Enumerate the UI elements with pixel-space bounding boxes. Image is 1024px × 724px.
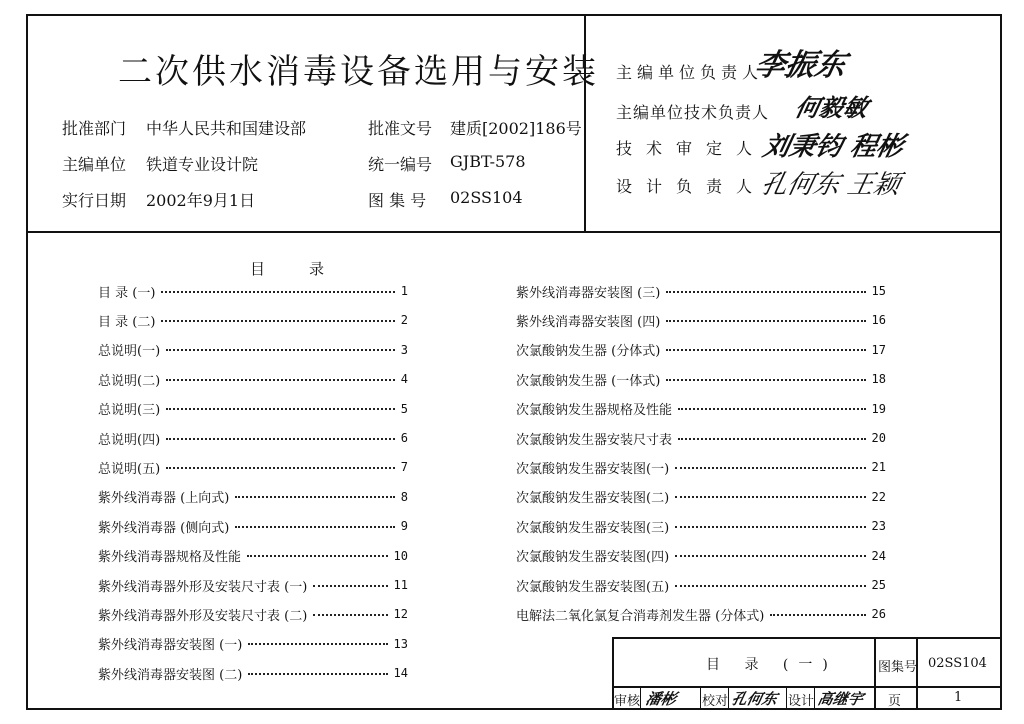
toc-item-label: 次氯酸钠发生器安装图(五) — [516, 579, 670, 595]
toc-dot-leader — [235, 525, 394, 528]
toc-item-label: 次氯酸钠发生器安装图(一) — [516, 461, 670, 477]
toc-item-page: 7 — [400, 460, 408, 475]
toc-item-label: 紫外线消毒器安装图 (三) — [516, 285, 661, 301]
titleblock-review-signature: 潘彬 — [643, 690, 678, 708]
toc-item-page: 8 — [400, 489, 408, 504]
toc-item-label: 目 录 (一) — [98, 285, 156, 301]
chief-tech-leader-signature: 何毅敏 — [792, 94, 871, 122]
toc-item-label: 次氯酸钠发生器规格及性能 — [516, 403, 673, 419]
titleblock-page-value: 1 — [954, 690, 963, 705]
toc-dot-leader — [675, 584, 865, 587]
chief-tech-leader-label: 主编单位技术负责人 — [616, 103, 770, 122]
toc-item-label: 紫外线消毒器安装图 (二) — [98, 667, 243, 683]
titleblock-design-signature: 高继宇 — [815, 690, 865, 708]
toc-item-label: 总说明(五) — [98, 461, 161, 477]
toc-item-label: 紫外线消毒器规格及性能 — [98, 550, 242, 566]
atlas-value: 02SS104 — [450, 188, 523, 207]
toc-dot-leader — [247, 554, 388, 557]
titleblock-sheet-title: 目 录 (一) — [706, 657, 838, 673]
toc-item-page: 18 — [871, 372, 886, 387]
toc-item-label: 次氯酸钠发生器 (一体式) — [516, 373, 661, 389]
titleblock-page-label: 页 — [888, 694, 902, 709]
toc-item-page: 9 — [400, 519, 408, 534]
toc-item-label: 紫外线消毒器 (上向式) — [98, 491, 230, 507]
titleblock-atlas-label: 图集号 — [878, 660, 918, 675]
toc-item — [98, 456, 408, 478]
toc-item — [516, 427, 886, 449]
atlas-label: 图 集 号 — [368, 191, 427, 210]
titleblock-check-label: 校对 — [702, 694, 729, 709]
toc-dot-leader — [248, 642, 387, 645]
toc-item-page: 3 — [400, 342, 408, 357]
toc-dot-leader — [248, 672, 387, 675]
titleblock-top-line — [612, 637, 1002, 639]
toc-dot-leader — [166, 466, 395, 469]
approval-label: 批准文号 — [368, 119, 433, 138]
titleblock-sep-6 — [786, 686, 787, 710]
toc-item-page: 10 — [393, 548, 408, 563]
toc-dot-leader — [235, 495, 394, 498]
toc-item-label: 次氯酸钠发生器安装图(二) — [516, 491, 670, 507]
toc-dot-leader — [675, 525, 865, 528]
toc-item-label: 紫外线消毒器安装图 (四) — [516, 314, 661, 330]
document-title: 二次供水消毒设备选用与安装 — [118, 52, 599, 92]
toc-item-label: 目 录 (二) — [98, 314, 156, 330]
dept-value: 中华人民共和国建设部 — [146, 119, 307, 138]
toc-item-page: 21 — [871, 460, 886, 475]
date-value: 2002年9月1日 — [146, 191, 256, 210]
toc-item — [516, 368, 886, 390]
toc-item — [98, 368, 408, 390]
toc-item — [516, 398, 886, 420]
toc-item-page: 22 — [871, 489, 886, 504]
serial-value: GJBT-578 — [450, 152, 526, 171]
toc-item — [98, 603, 408, 625]
toc-item — [516, 309, 886, 331]
toc-item-label: 紫外线消毒器安装图 (一) — [98, 638, 243, 654]
toc-item — [98, 633, 408, 655]
titleblock-sep-7 — [814, 686, 815, 710]
toc-item — [98, 398, 408, 420]
toc-item-label: 次氯酸钠发生器安装图(三) — [516, 520, 670, 536]
toc-item-label: 次氯酸钠发生器 (分体式) — [516, 344, 661, 360]
toc-item — [516, 339, 886, 361]
unit-value: 铁道专业设计院 — [146, 155, 259, 174]
toc-item-page: 25 — [871, 578, 886, 592]
toc-item — [98, 545, 408, 567]
toc-item-label: 次氯酸钠发生器安装图(四) — [516, 550, 670, 566]
toc-item-label: 紫外线消毒器 (侧向式) — [98, 520, 230, 536]
toc-item — [98, 309, 408, 331]
toc-dot-leader — [313, 613, 387, 616]
titleblock-sep-3 — [640, 686, 641, 710]
toc-item — [98, 339, 408, 361]
toc-item-page: 26 — [871, 607, 886, 622]
design-leader-label: 设计负责人 — [616, 177, 767, 196]
toc-item-label: 总说明(二) — [98, 373, 161, 389]
toc-dot-leader — [166, 348, 395, 351]
toc-dot-leader — [666, 378, 865, 381]
dept-label: 批准部门 — [62, 119, 127, 138]
toc-dot-leader — [666, 290, 865, 293]
toc-item-page: 12 — [393, 607, 408, 622]
chief-unit-leader-label: 主编单位负责人 — [616, 63, 764, 82]
toc-dot-leader — [675, 495, 865, 498]
toc-dot-leader — [166, 378, 395, 381]
unit-label: 主编单位 — [62, 155, 127, 174]
toc-dot-leader — [678, 437, 866, 440]
toc-item-page: 1 — [400, 284, 408, 298]
toc-item-page: 11 — [393, 578, 408, 592]
toc-dot-leader — [675, 554, 865, 557]
toc-item-label: 总说明(一) — [98, 344, 161, 360]
tech-reviewer-signature: 刘秉钧 程彬 — [760, 132, 906, 162]
toc-item-page: 20 — [871, 431, 886, 445]
toc-item-page: 15 — [871, 284, 886, 298]
header-divider — [26, 231, 1002, 233]
titleblock-review-label: 审核 — [614, 694, 641, 709]
toc-item-page: 19 — [871, 401, 886, 416]
toc-item-page: 17 — [871, 342, 886, 357]
toc-item — [98, 280, 408, 302]
toc-item-page: 4 — [400, 372, 408, 387]
design-leader-signature: 孔何东 王颖 — [758, 170, 903, 200]
approval-value: 建质[2002]186号 — [450, 119, 582, 138]
toc-item-page: 13 — [393, 636, 408, 651]
titleblock-design-label: 设计 — [788, 694, 815, 709]
toc-item — [516, 486, 886, 508]
toc-dot-leader — [675, 466, 865, 469]
toc-dot-leader — [161, 319, 394, 322]
toc-item — [98, 662, 408, 684]
toc-item-page: 23 — [871, 519, 886, 534]
toc-item-label: 总说明(四) — [98, 432, 161, 448]
toc-item-label: 电解法二氧化氯复合消毒剂发生器 (分体式) — [516, 608, 765, 624]
serial-label: 统一编号 — [368, 155, 433, 174]
toc-item — [98, 427, 408, 449]
toc-item-page: 14 — [393, 666, 408, 681]
toc-title: 目录 — [250, 260, 369, 278]
toc-item-label: 紫外线消毒器外形及安装尺寸表 (一) — [98, 579, 308, 595]
toc-dot-leader — [666, 319, 865, 322]
toc-dot-leader — [166, 407, 395, 410]
titleblock-sep-4 — [700, 686, 701, 710]
toc-item-page: 24 — [871, 548, 886, 563]
toc-item-label: 紫外线消毒器外形及安装尺寸表 (二) — [98, 608, 308, 624]
toc-item-page: 5 — [400, 401, 408, 416]
titleblock-sep-5 — [728, 686, 729, 710]
titleblock-check-signature: 孔何东 — [729, 690, 779, 708]
toc-item — [516, 456, 886, 478]
toc-dot-leader — [313, 584, 387, 587]
toc-item — [516, 515, 886, 537]
toc-item-label: 次氯酸钠发生器安装尺寸表 — [516, 432, 673, 448]
toc-item — [98, 486, 408, 508]
toc-item — [516, 574, 886, 596]
toc-dot-leader — [666, 348, 865, 351]
chief-unit-leader-signature: 李振东 — [751, 48, 849, 83]
toc-dot-leader — [161, 290, 394, 293]
toc-item — [516, 603, 886, 625]
toc-dot-leader — [770, 613, 865, 616]
toc-item — [98, 515, 408, 537]
toc-item-page: 16 — [871, 313, 886, 328]
toc-item — [516, 545, 886, 567]
toc-item-label: 总说明(三) — [98, 403, 161, 419]
titleblock-sep-1 — [874, 637, 876, 710]
tech-reviewer-label: 技术审定人 — [616, 139, 767, 158]
toc-dot-leader — [678, 407, 866, 410]
toc-item-page: 6 — [400, 431, 408, 445]
titleblock-atlas-value: 02SS104 — [928, 656, 987, 671]
toc-dot-leader — [166, 437, 395, 440]
toc-item-page: 2 — [400, 313, 408, 328]
toc-item — [98, 574, 408, 596]
date-label: 实行日期 — [62, 191, 127, 210]
toc-item — [516, 280, 886, 302]
